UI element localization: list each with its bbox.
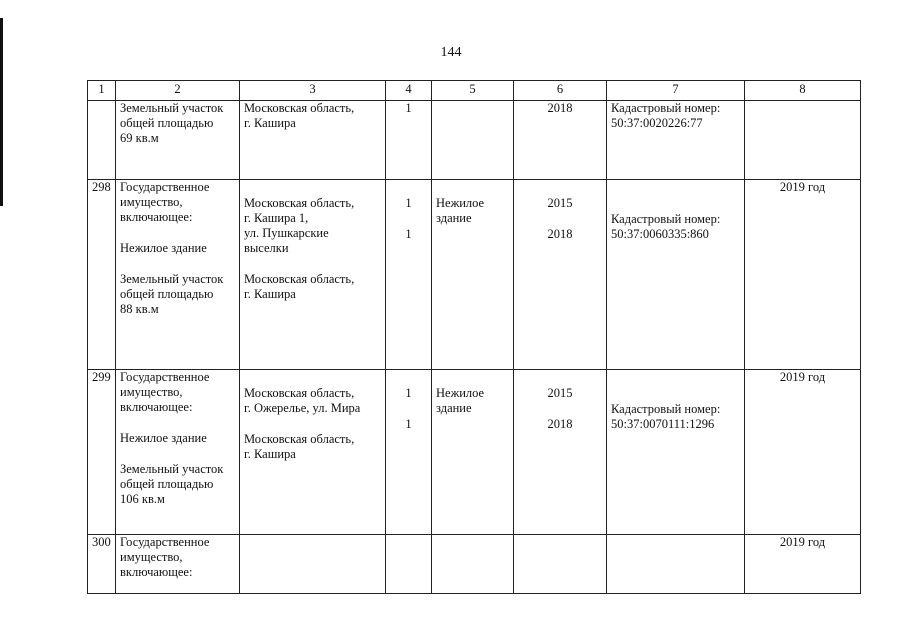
item-name: Земельный участок общей площадью 69 кв.м (116, 101, 240, 180)
table-row (88, 535, 861, 594)
table-row (88, 370, 861, 535)
item-year: 2015 2018 (514, 370, 607, 535)
item-type (432, 535, 514, 594)
item-year: 2015 2018 (514, 180, 607, 370)
column-header: 8 (745, 81, 861, 101)
item-address: Московская область, г. Кашира 1, ул. Пушкарские выселки Московская область, г. Кашира (240, 180, 386, 370)
row-number: 298 (88, 180, 116, 370)
transfer-year (745, 101, 861, 180)
column-header: 6 (514, 81, 607, 101)
item-address (240, 535, 386, 594)
item-year: 2018 (514, 101, 607, 180)
transfer-year: 2019 год (745, 370, 861, 535)
table-row (88, 101, 861, 180)
column-header: 1 (88, 81, 116, 101)
item-note: Кадастровый номер: 50:37:0020226:77 (607, 101, 745, 180)
item-quantity: 1 1 (386, 180, 432, 370)
item-type: Нежилое здание (432, 370, 514, 535)
row-number: 300 (88, 535, 116, 594)
column-header-row (88, 81, 861, 101)
column-header: 2 (116, 81, 240, 101)
page-number: 144 (440, 45, 462, 60)
item-type: Нежилое здание (432, 180, 514, 370)
item-quantity (386, 535, 432, 594)
column-header: 4 (386, 81, 432, 101)
item-year (514, 535, 607, 594)
item-address: Московская область, г. Ожерелье, ул. Мира Московская область, г. Кашира (240, 370, 386, 535)
item-address: Московская область, г. Кашира (240, 101, 386, 180)
item-type (432, 101, 514, 180)
item-name: Государственное имущество, включающее: Нежилое здание Земельный участок общей площадью 88 кв.м (116, 180, 240, 370)
row-number: 299 (88, 370, 116, 535)
row-number (88, 101, 116, 180)
column-header: 3 (240, 81, 386, 101)
table-row (88, 180, 861, 370)
item-name: Государственное имущество, включающее: Нежилое здание Земельный участок общей площадью 106 кв.м (116, 370, 240, 535)
item-note: Кадастровый номер: 50:37:0070111:1296 (607, 370, 745, 535)
transfer-year: 2019 год (745, 180, 861, 370)
item-quantity: 1 1 (386, 370, 432, 535)
column-header: 5 (432, 81, 514, 101)
item-note: Кадастровый номер: 50:37:0060335:860 (607, 180, 745, 370)
item-name: Государственное имущество, включающее: (116, 535, 240, 594)
transfer-year: 2019 год (745, 535, 861, 594)
item-note (607, 535, 745, 594)
column-header: 7 (607, 81, 745, 101)
item-quantity: 1 (386, 101, 432, 180)
property-registry-table (87, 80, 861, 594)
